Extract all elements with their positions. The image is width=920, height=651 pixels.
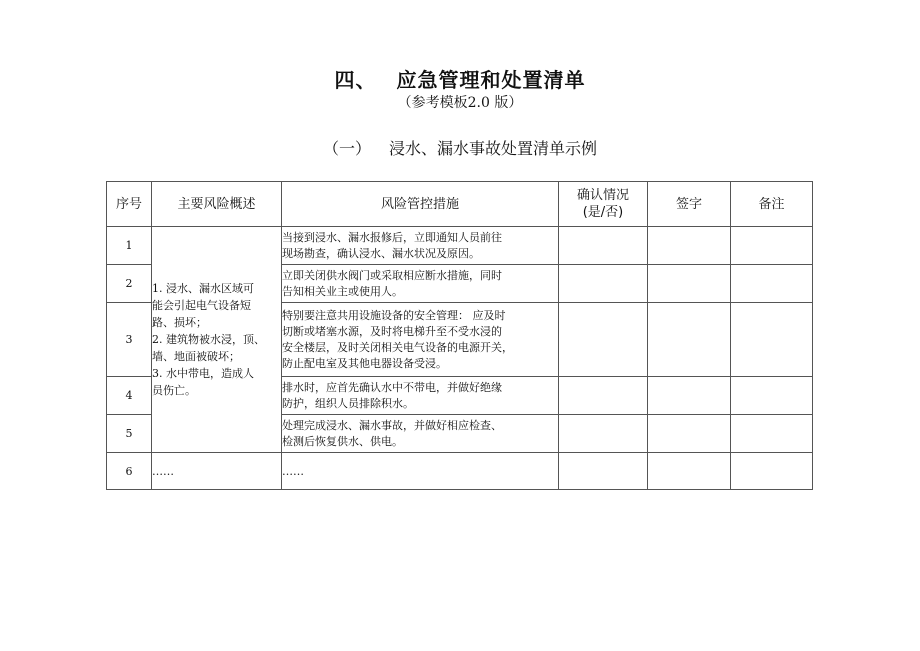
- table-header-row: [107, 182, 813, 227]
- signature-cell[interactable]: [648, 227, 731, 265]
- row-index: 2: [107, 265, 152, 303]
- table-row: [107, 227, 813, 265]
- measure-line: 防护，组织人员排除积水。: [282, 396, 414, 410]
- measure-line: 立即关闭供水阀门或采取相应断水措施，同时: [282, 268, 502, 282]
- version-note: （参考模板2.0 版）: [397, 95, 523, 111]
- overview-line: 3. 水中带电，造成人: [152, 367, 254, 380]
- table-row: [107, 453, 813, 490]
- risk-overview-cell: [152, 227, 282, 453]
- signature-cell[interactable]: [648, 265, 731, 303]
- overview-line: 员伤亡。: [152, 384, 196, 397]
- remarks-cell[interactable]: [731, 227, 813, 265]
- overview-line: 1. 浸水、漏水区域可: [152, 282, 254, 295]
- header-confirm-line2: (是/否): [582, 205, 624, 220]
- measure-line: 特别要注意共用设施设备的安全管理： 应及时: [282, 308, 506, 322]
- row-index: 4: [107, 377, 152, 415]
- row-index: 1: [107, 227, 152, 265]
- section-heading: [0, 136, 920, 159]
- page-title: [0, 64, 920, 93]
- signature-cell[interactable]: [648, 303, 731, 377]
- header-overview: 主要风险概述: [152, 182, 282, 227]
- signature-cell[interactable]: [648, 453, 731, 490]
- disposal-checklist-table: [106, 181, 813, 490]
- confirm-cell[interactable]: [559, 377, 648, 415]
- header-confirm-line1: 确认情况: [576, 188, 629, 203]
- header-remarks: 备注: [731, 182, 813, 227]
- signature-cell[interactable]: [648, 377, 731, 415]
- measure-line: 切断或堵塞水源，及时将电梯升至不受水浸的: [282, 324, 502, 338]
- measure-cell: [282, 227, 559, 265]
- overview-ellipsis: ……: [152, 453, 282, 490]
- signature-cell[interactable]: [648, 415, 731, 453]
- measure-cell: [282, 265, 559, 303]
- remarks-cell[interactable]: [731, 415, 813, 453]
- header-index: 序号: [107, 182, 152, 227]
- title-number: 四、: [334, 68, 377, 92]
- remarks-cell[interactable]: [731, 453, 813, 490]
- title-text: 应急管理和处置清单: [396, 68, 586, 92]
- measure-line: 排水时，应首先确认水中不带电，并做好绝缘: [282, 380, 502, 394]
- overview-line: 墙、地面被破坏；: [152, 350, 240, 363]
- measure-line: 处理完成浸水、漏水事故，并做好相应检查、: [282, 418, 502, 432]
- overview-line: 2. 建筑物被水浸，顶、: [152, 333, 265, 346]
- confirm-cell[interactable]: [559, 227, 648, 265]
- measure-cell: [282, 303, 559, 377]
- row-index: 6: [107, 453, 152, 490]
- header-confirm: [559, 182, 648, 227]
- remarks-cell[interactable]: [731, 303, 813, 377]
- row-index: 5: [107, 415, 152, 453]
- measure-cell: [282, 377, 559, 415]
- confirm-cell[interactable]: [559, 265, 648, 303]
- confirm-cell[interactable]: [559, 415, 648, 453]
- measure-line: 防止配电室及其他电器设备受浸。: [282, 356, 447, 370]
- measure-line: 检测后恢复供水、供电。: [282, 434, 403, 448]
- header-measures: 风险管控措施: [282, 182, 559, 227]
- confirm-cell[interactable]: [559, 303, 648, 377]
- measure-line: 现场勘查，确认浸水、漏水状况及原因。: [282, 246, 480, 260]
- row-index: 3: [107, 303, 152, 377]
- overview-line: 能会引起电气设备短: [152, 299, 251, 312]
- section-number: （一）: [322, 139, 371, 158]
- measure-line: 当接到浸水、漏水报修后，立即通知人员前往: [282, 230, 502, 244]
- measure-line: 告知相关业主或使用人。: [282, 284, 403, 298]
- overview-line: 路、损坏；: [152, 316, 207, 329]
- measure-line: 安全楼层，及时关闭相关电气设备的电源开关，: [282, 340, 513, 354]
- confirm-cell[interactable]: [559, 453, 648, 490]
- remarks-cell[interactable]: [731, 265, 813, 303]
- section-title: 浸水、漏水事故处置清单示例: [389, 139, 598, 158]
- remarks-cell[interactable]: [731, 377, 813, 415]
- measure-cell: [282, 415, 559, 453]
- header-signature: 签字: [648, 182, 731, 227]
- measure-ellipsis: ……: [282, 453, 559, 490]
